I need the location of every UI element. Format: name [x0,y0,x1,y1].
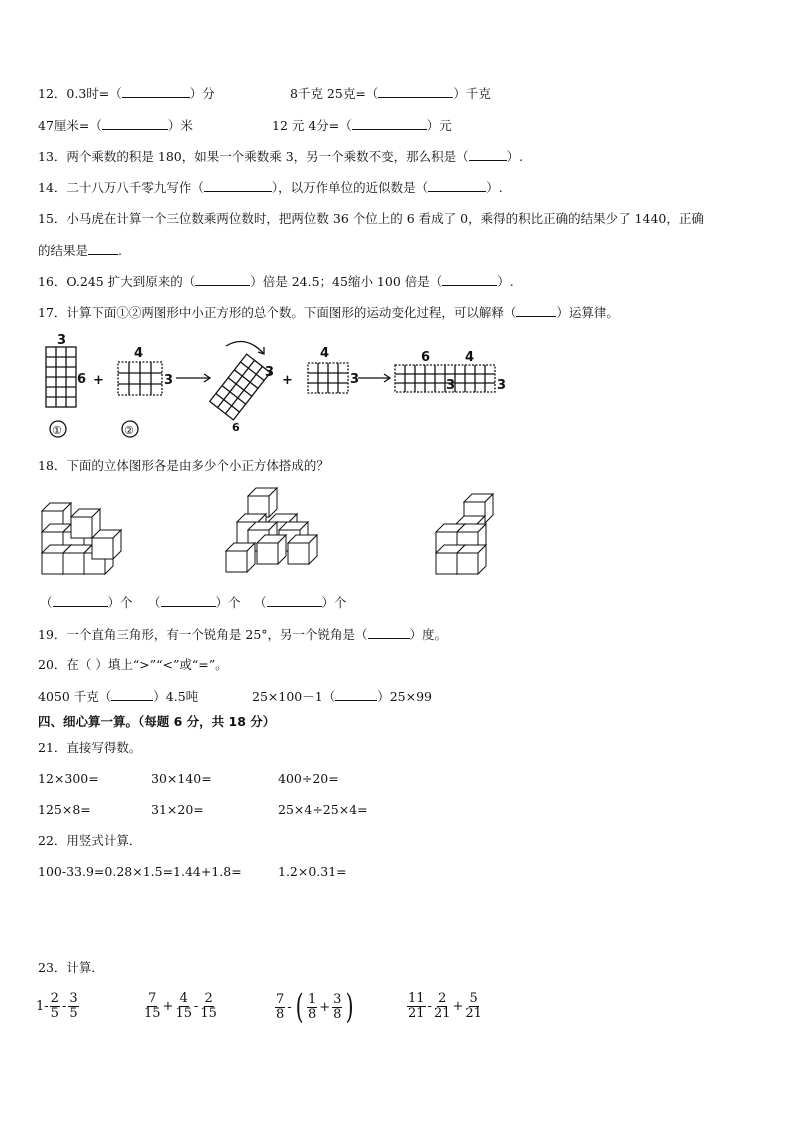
answer-blank[interactable] [335,688,377,701]
label-g5-mid: 3 [446,378,456,393]
answer-blank[interactable] [122,85,190,98]
q21-item-6: 25×4÷25×4= [278,802,368,817]
q23-expr-4: $\frac{11}{21}$ - $\frac{2}{21}$ + $\frac{5}{21}$ [408,991,482,1021]
label-g5-top4: 4 [465,350,475,365]
answer-blank[interactable] [102,117,168,130]
q17: 17．计算下面①②两图形中小正方形的总个数。下面图形的运动变化过程，可以解释（ ）运算律。 [38,305,619,320]
q22: 22．用竖式计算． [38,833,142,848]
answer-blank[interactable] [111,688,153,701]
answer-blank[interactable] [378,85,453,98]
cube-face [436,553,457,574]
fraction: $\frac{4}{15}$ [175,991,192,1021]
fraction: $\frac{1}{8}$ [307,991,317,1022]
q21-item-4: 125×8= [38,802,91,817]
cube-face [42,553,63,574]
label-g5-side: 3 [497,378,507,393]
fraction: $\frac{3}{5}$ [69,991,78,1021]
fraction: $\frac{2}{15}$ [200,991,217,1021]
q23: 23．计算． [38,960,104,975]
grid-figure-2 [118,362,162,395]
q23-expr-3: $\frac{7}{8}$ - ( $\frac{1}{8}$ + $\frac{3}{8}$ ) [276,987,355,1027]
answer-blank[interactable] [204,179,272,192]
cube-face [257,543,278,564]
fraction: $\frac{11}{21}$ [408,991,425,1021]
cube-face [92,538,113,559]
cube-face [288,543,309,564]
q18-answer-1: （ ）个 [40,595,133,610]
q21-item-5: 31×20= [151,802,204,817]
answer-blank[interactable] [161,594,216,607]
q12-line1-left: 12．0.3时=（ ）分 [38,86,215,101]
q22-line: 100-33.9=0.28×1.5=1.44+1.8= [38,864,242,879]
fraction: $\frac{2}{5}$ [50,991,59,1021]
q21-item-2: 30×140= [151,771,212,786]
q18: 18．下面的立体图形各是由多少个小正方体搭成的？ [38,458,329,473]
grid-figure-5 [395,365,495,392]
q13: 13．两个乘数的积是 180，如果一个乘数乘 3，另一个乘数不变，那么积是（ ）. [38,149,524,164]
label-circle-2: ② [124,424,134,437]
q21-item-1: 12×300= [38,771,99,786]
fraction: $\frac{2}{21}$ [433,991,451,1021]
q20: 20．在（ ）填上“>”“<”或“=”。 [38,657,228,672]
label-g4-top: 4 [320,346,330,361]
q23-expr-1: 1- $\frac{2}{5}$ - $\frac{3}{5}$ [36,991,78,1021]
answer-blank[interactable] [469,148,507,161]
q18-answer-2: （ ）个 [148,595,241,610]
label-g2-top: 4 [134,346,144,361]
q12-line2-right: 12 元 4分=（ ）元 [272,118,452,133]
label-plus-1: + [93,373,104,388]
fraction: $\frac{7}{8}$ [276,991,285,1022]
q16: 16．O.245 扩大到原来的（ ）倍是 24.5；45缩小 100 倍是（ ）. [38,274,514,289]
q20-left: 4050 千克（ ）4.5吨 [38,689,199,704]
answer-blank[interactable] [195,273,250,286]
q17-figure [40,332,510,442]
answer-blank[interactable] [267,594,322,607]
cube-face [226,551,247,572]
answer-blank[interactable] [368,626,410,639]
q18-answer-3: （ ）个 [254,595,347,610]
answer-blank[interactable] [516,304,556,317]
grid-figure-1 [46,347,76,407]
cube-face [457,553,478,574]
grid-figure-4 [308,363,348,393]
q18-cubes-2 [224,486,334,581]
fraction: $\frac{5}{21}$ [465,991,482,1021]
label-g5-top6: 6 [421,350,431,365]
answer-blank[interactable] [352,117,427,130]
label-circle-1: ① [52,424,62,437]
q21: 21．直接写得数。 [38,740,142,755]
fraction: $\frac{7}{15}$ [144,991,161,1021]
q18-cubes-1 [40,490,140,580]
q18-cubes-3 [434,490,504,580]
q19: 19．一个直角三角形，有一个锐角是 25°，另一个锐角是（ ）度。 [38,627,448,642]
q22-last: 1.2×0.31= [278,864,347,879]
label-plus-2: + [282,373,293,388]
cube-face [71,517,92,538]
answer-blank[interactable] [442,273,497,286]
section-heading: 四、细心算一算。（每题 6 分，共 18 分） [38,714,276,729]
q21-item-3: 400÷20= [278,771,339,786]
label-g2-side: 3 [164,373,174,388]
rotated-grid [210,354,271,420]
label-g4-side: 3 [350,372,360,387]
q14: 14．二十八万八千零九写作（ ），以万作单位的近似数是（ ）. [38,180,503,195]
label-rot-bottom: 6 [232,421,240,434]
answer-blank[interactable] [53,594,108,607]
label-g1-top: 3 [57,333,67,348]
label-rot-side: 3 [265,365,275,380]
q20-right: 25×100－1（ ）25×99 [252,689,432,704]
q15-line2: 的结果是 . [38,243,122,258]
answer-blank[interactable] [88,242,118,255]
answer-blank[interactable] [428,179,486,192]
q12-line1-right: 8千克 25克=（ ）千克 [290,86,491,101]
label-g1-side: 6 [77,372,87,387]
q15-line1: 15．小马虎在计算一个三位数乘两位数时，把两位数 36 个位上的 6 看成了 0，乘得的积比正确的结果少了 1440，正确 [38,211,704,226]
cube-face [63,553,84,574]
q23-expr-2: $\frac{7}{15}$ + $\frac{4}{15}$ - $\frac{2}{15}$ [144,991,217,1021]
q12-line2-left: 47厘米=（ ）米 [38,118,193,133]
fraction: $\frac{3}{8}$ [333,991,342,1022]
